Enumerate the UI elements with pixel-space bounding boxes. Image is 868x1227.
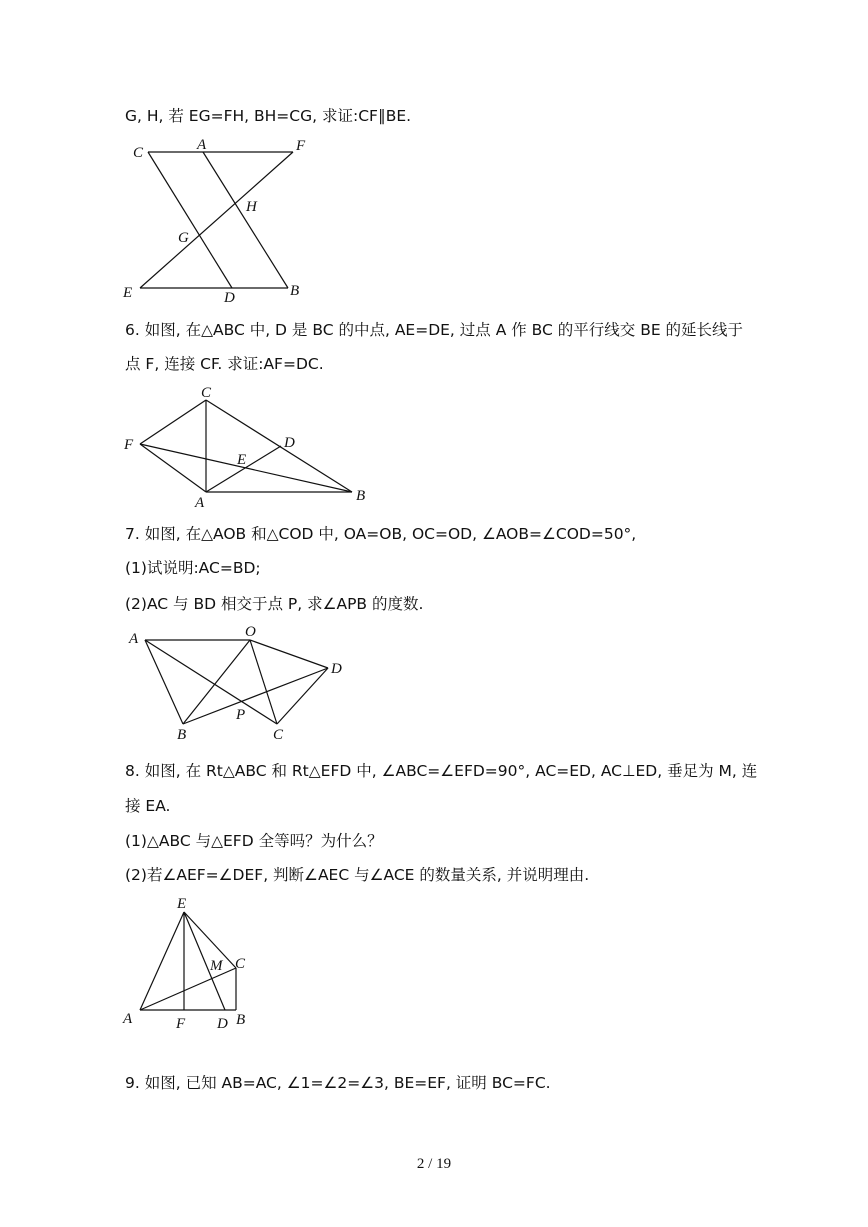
label-M: M xyxy=(210,958,223,974)
label-H: H xyxy=(246,199,257,215)
label-E: E xyxy=(237,452,247,468)
label-E: E xyxy=(123,285,133,301)
label-B: B xyxy=(177,727,187,743)
label-G: G xyxy=(178,230,189,246)
problem-7-line-2: (1)试说明:AC=BD; xyxy=(125,559,261,577)
label-A: A xyxy=(197,137,207,153)
problem-8-line-3: (1)△ABC 与△EFD 全等吗？为什么？ xyxy=(125,832,383,850)
problem-8-line-2: 接 EA. xyxy=(125,797,171,815)
problem-8-line-1: 8. 如图, 在 Rt△ABC 和 Rt△EFD 中, ∠ABC=∠EFD=90°, AC=ED, AC⊥ED, 垂足为 M, 连 xyxy=(125,762,758,780)
label-F: F xyxy=(296,138,306,154)
problem-9-line-1: 9. 如图, 已知 AB=AC, ∠1=∠2=∠3, BE=EF, 证明 BC=FC. xyxy=(125,1074,551,1092)
label-B: B xyxy=(356,488,366,504)
segment-AE xyxy=(140,912,184,1010)
label-A: A xyxy=(129,631,139,647)
label-C: C xyxy=(133,145,144,161)
label-C: C xyxy=(201,385,212,401)
label-P: P xyxy=(236,707,246,723)
label-E: E xyxy=(177,896,187,912)
label-A: A xyxy=(123,1011,133,1027)
page-number: 2 / 19 xyxy=(416,1156,452,1172)
problem-6-line-2: 点 F, 连接 CF. 求证:AF=DC. xyxy=(125,355,324,373)
label-C: C xyxy=(235,956,246,972)
label-D: D xyxy=(331,661,342,677)
label-A: A xyxy=(195,495,205,511)
label-D: D xyxy=(217,1016,228,1032)
problem-7-line-3: (2)AC 与 BD 相交于点 P, 求∠APB 的度数. xyxy=(125,595,424,613)
segment-AC xyxy=(140,968,236,1010)
problem-7-line-1: 7. 如图, 在△AOB 和△COD 中, OA=OB, OC=OD, ∠AOB=∠COD=50°, xyxy=(125,525,637,543)
label-C: C xyxy=(273,727,284,743)
label-D: D xyxy=(224,290,235,306)
label-D: D xyxy=(284,435,295,451)
label-B: B xyxy=(236,1012,246,1028)
problem-6-line-1: 6. 如图, 在△ABC 中, D 是 BC 的中点, AE=DE, 过点 A 作 BC 的平行线交 BE 的延长线于 xyxy=(125,321,744,339)
label-O: O xyxy=(245,624,256,640)
problem-5-tail: G, H, 若 EG=FH, BH=CG, 求证:CF∥BE. xyxy=(125,107,412,125)
label-F: F xyxy=(124,437,134,453)
label-B: B xyxy=(290,283,300,299)
problem-8-line-4: (2)若∠AEF=∠DEF, 判断∠AEC 与∠ACE 的数量关系, 并说明理由. xyxy=(125,866,590,884)
label-F: F xyxy=(176,1016,186,1032)
